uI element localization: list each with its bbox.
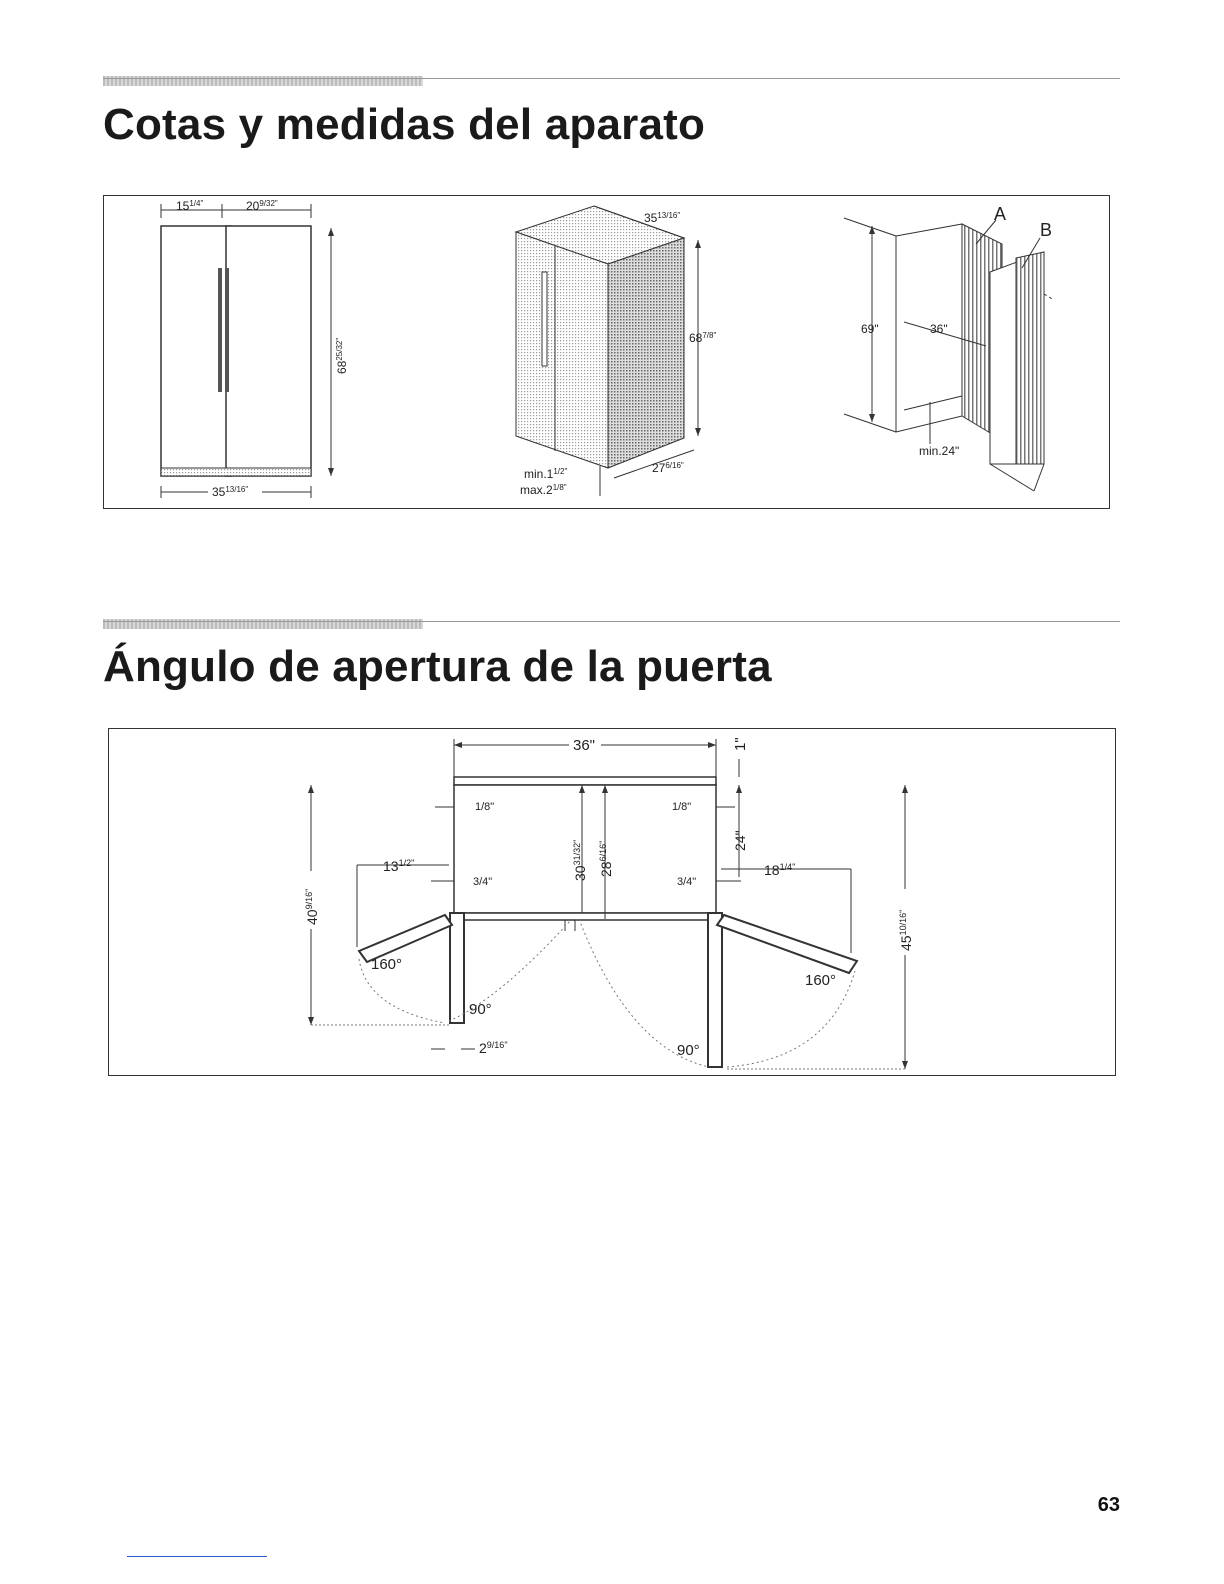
front-right-width: $20^{9/32"}$: [246, 199, 278, 213]
svg-text:24": 24": [732, 830, 748, 851]
svg-text:29/16": $2^{9/16"}$: [479, 1040, 508, 1056]
niche-height: 69": [861, 322, 879, 336]
dim-side-depth: [732, 785, 748, 877]
right-angle-90: 90°: [677, 1042, 700, 1059]
iso-width: $35^{13/16"}$: [644, 211, 681, 225]
left-angle-90: 90°: [469, 1001, 492, 1018]
dim-gap-left: 1/8": [475, 801, 495, 813]
page-number: 63: [1097, 1494, 1120, 1516]
svg-text:3031/32": $30^{31/32"}$: [572, 839, 588, 881]
svg-text:286/16": $28^{6/16"}$: [598, 840, 614, 877]
appliance-dimensions-figure: [103, 195, 1110, 509]
iso-max: $\max.2^{1/8"}$: [520, 483, 567, 497]
left-angle-160: 160°: [371, 956, 403, 973]
front-view: [161, 199, 349, 499]
right-door: [579, 913, 857, 1067]
dim-top-width: [454, 737, 716, 777]
door-opening-drawing: [109, 729, 1115, 1075]
right-angle-160: 160°: [805, 972, 837, 989]
dim-left-depth: [301, 785, 449, 1025]
niche-view: [844, 204, 1054, 491]
section-rule-line: [103, 78, 1120, 79]
door-opening-figure: [108, 728, 1116, 1076]
appliance-dimensions-drawing: [104, 196, 1109, 508]
svg-text:409/16": $40^{9/16"}$: [304, 888, 320, 925]
dim-hinge-left: 3/4": [473, 876, 493, 888]
front-left-width: $15^{1/4"}$: [176, 199, 204, 213]
front-total-width: $35^{13/16"}$: [212, 485, 249, 499]
iso-min: $\min.1^{1/2"}$: [524, 467, 568, 481]
left-door: [359, 913, 571, 1023]
svg-text:181/4": $18^{1/4"}$: [764, 862, 796, 878]
dim-hinge-right: 3/4": [677, 876, 697, 888]
svg-text:1": 1": [732, 737, 749, 751]
label-a: A: [994, 204, 1007, 224]
label-b: B: [1040, 220, 1053, 240]
iso-height: $68^{7/8"}$: [689, 331, 717, 345]
footer-link-line: [127, 1556, 267, 1557]
section-title-door-angle: Ángulo de apertura de la puerta: [103, 642, 772, 691]
svg-text:131/2": $13^{1/2"}$: [383, 858, 415, 874]
section-title-dimensions: Cotas y medidas del aparato: [103, 100, 706, 149]
front-height: $68^{25/32"}$: [335, 337, 349, 374]
dim-handle-offset: [431, 1040, 508, 1056]
svg-text:36": 36": [573, 737, 596, 754]
section-rule-line: [103, 621, 1120, 622]
niche-depth: min.24": [919, 444, 960, 458]
dim-gap-right: 1/8": [672, 801, 692, 813]
isometric-view: [516, 206, 716, 497]
niche-width: 36": [930, 322, 948, 336]
iso-depth: $27^{6/16"}$: [652, 461, 684, 475]
svg-text:4510/16": $45^{10/16"}$: [898, 909, 914, 951]
dim-top-gap: [732, 737, 749, 777]
